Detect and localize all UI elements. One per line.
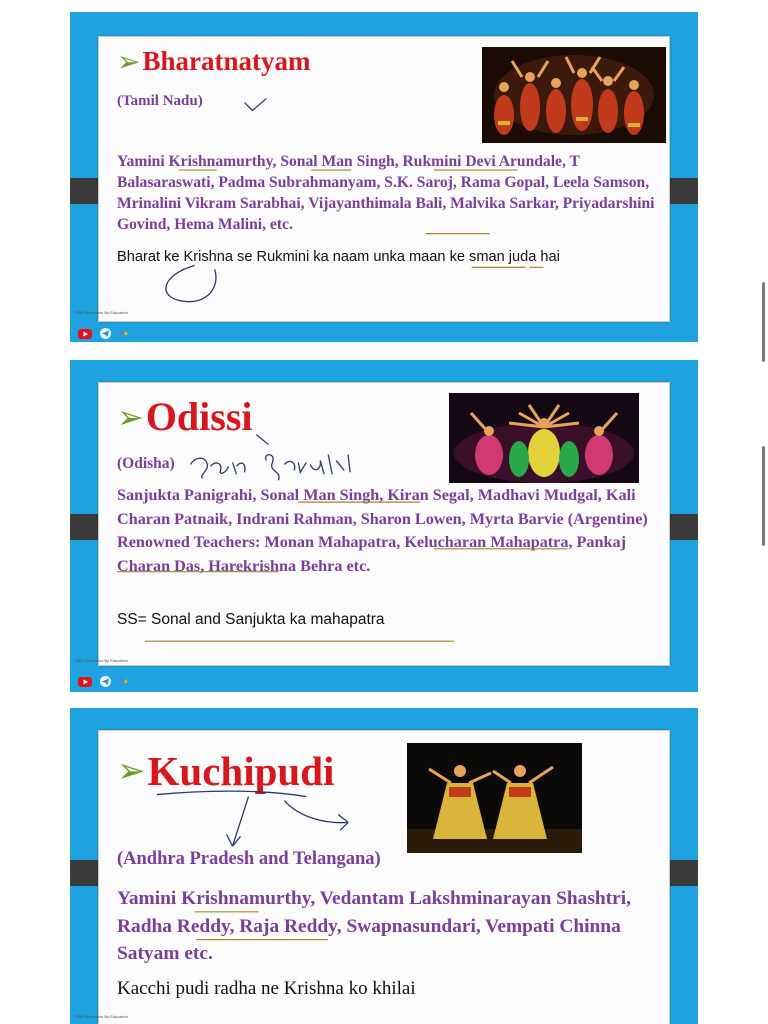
scrollbar-thumb-secondary[interactable] [762, 446, 765, 546]
slide-kuchipudi [70, 708, 698, 1024]
dancers-list: Sanjukta Panigrahi, Sonal Man Singh, Kiran Segal, Madhavi Mudgal, Kali Charan Patnaik, Indrani Rahman, Sharon Lowen, Myrta Barvie (Argentine) Renowned Teachers: Monan Mahapatra, Kelucharan Mahapatra, Pankaj Charan Das, Harekrishna Behra etc. [117, 486, 648, 575]
region-label: (Odisha) [117, 455, 175, 472]
region-label: (Andhra Pradesh and Telangana) [117, 849, 381, 869]
arrow-bullet-icon: ➢ [117, 45, 141, 78]
mnemonic-text: Bharat ke Krishna se Rukmini ka naam unka maan ke sman juda hai [117, 249, 560, 265]
mnemonic-text: SS= Sonal and Sanjukta ka mahapatra [117, 611, 385, 628]
slide-title: Odissi [145, 394, 253, 439]
arrow-bullet-icon: ➢ [117, 751, 146, 791]
slide-odissi [70, 360, 698, 692]
dancers-photo [449, 393, 639, 483]
footer-note: RBE Revolution By Education [75, 1014, 128, 1019]
app-icons [78, 676, 129, 687]
slide-card [98, 730, 670, 1024]
dancers-list: Yamini Krishnamurthy, Sonal Man Singh, Rukmini Devi Arundale, T Balasaraswati, Padma Subrahmanyam, S.K. Saroj, Rama Gopal, Leela Samson, Mrinalini Vikram Sarabhai, Vijayanthimala Bali, Malvika Sarkar, Priyadarshini Govind, Hema Malini, etc. [117, 153, 655, 233]
footer-note: RBE Revolution By Education [75, 310, 128, 315]
frame-tab-left [70, 178, 98, 204]
slide-title: Kuchipudi [147, 748, 335, 794]
slide-card [98, 36, 670, 322]
frame-tab-right [670, 860, 698, 886]
mnemonic-text: Kacchi pudi radha ne Krishna ko khilai [117, 978, 416, 999]
telegram-icon[interactable] [100, 328, 111, 339]
title-row [117, 393, 253, 440]
telegram-icon[interactable] [100, 676, 111, 687]
frame-tab-right [670, 178, 698, 204]
youtube-icon[interactable] [78, 677, 92, 687]
frame-tab-left [70, 514, 98, 540]
frame-tab-right [670, 514, 698, 540]
scrollbar-thumb[interactable] [762, 282, 765, 362]
youtube-icon[interactable] [78, 329, 92, 339]
play-store-icon[interactable] [119, 328, 129, 339]
title-row [117, 747, 334, 795]
play-store-icon[interactable] [119, 676, 129, 687]
footer-note: RBE Revolution By Education [75, 658, 128, 663]
arrow-bullet-icon: ➢ [117, 397, 144, 436]
dancers-list: Yamini Krishnamurthy, Vedantam Lakshminarayan Shashtri, Radha Reddy, Raja Reddy, Swapnasundari, Vempati Chinna Satyam etc. [117, 888, 631, 964]
dancers-photo [482, 47, 666, 143]
region-label: (Tamil Nadu) [117, 93, 203, 109]
app-icons [78, 328, 129, 339]
frame-tab-left [70, 860, 98, 886]
dancers-photo [407, 743, 582, 853]
slide-card [98, 382, 670, 666]
slide-bharatnatyam [70, 12, 698, 342]
slide-title: Bharatnatyam [142, 46, 311, 76]
title-row [117, 45, 310, 78]
